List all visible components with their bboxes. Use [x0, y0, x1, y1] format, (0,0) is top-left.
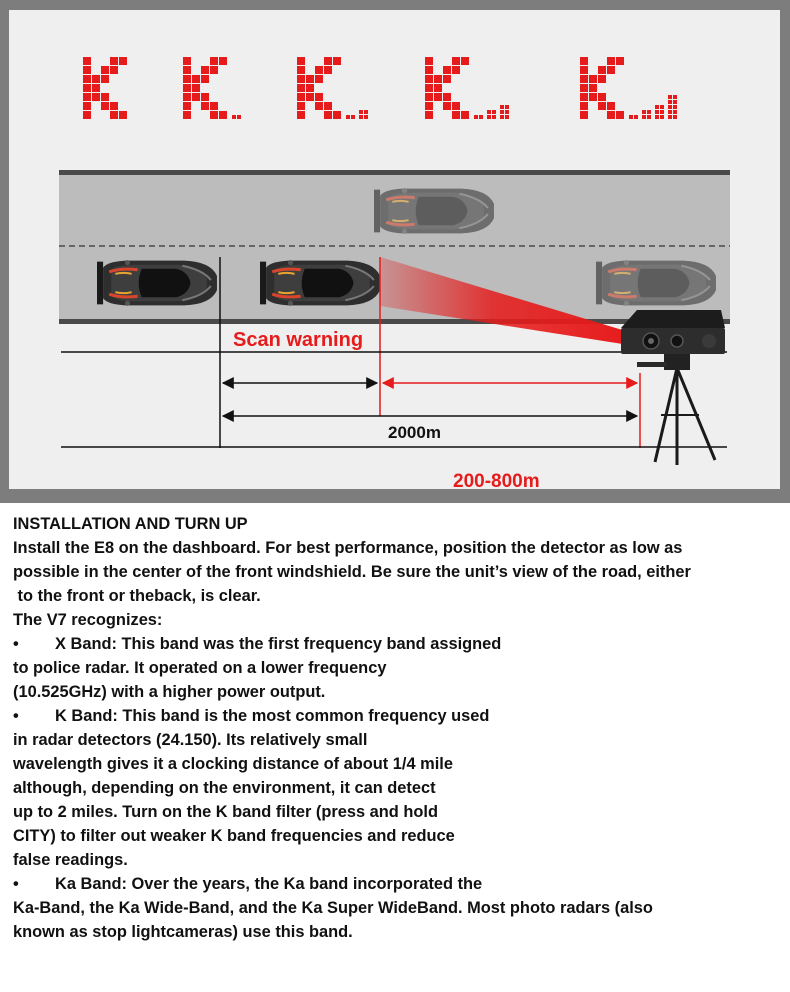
total-distance-label: 2000m [388, 423, 441, 442]
ka-band-line: known as stop lightcameras) use this band. [13, 923, 353, 941]
signal-bar [668, 95, 677, 119]
car-left [97, 260, 217, 306]
signal-meter-5 [580, 57, 677, 119]
recognizes-line: The V7 recognizes: [13, 611, 163, 629]
intro-line: Install the E8 on the dashboard. For best performance, position the detector as low as [13, 539, 683, 557]
k-band-line: in radar detectors (24.150). Its relatively small [13, 731, 368, 749]
signal-bar [500, 105, 509, 119]
intro-line: possible in the center of the front windshield. Be sure the unit’s view of the road, either [13, 563, 691, 581]
k-band-line: although, depending on the environment, it can detect [13, 779, 436, 797]
bullet: • [13, 875, 19, 893]
x-band-line: (10.525GHz) with a higher power output. [13, 683, 326, 701]
car-top-lane [374, 188, 494, 234]
bullet: • [13, 707, 19, 725]
range-distance-label: 200-800m [453, 471, 540, 489]
intro-line: to the front or theback, is clear. [13, 587, 261, 605]
car-right [596, 260, 716, 306]
signal-bar [487, 110, 496, 119]
x-band-item [13, 632, 783, 656]
signal-bar [359, 110, 368, 119]
signal-bar [232, 115, 241, 119]
section-heading: INSTALLATION AND TURN UP [13, 515, 248, 533]
car-middle [260, 260, 380, 306]
signal-bar [655, 105, 664, 119]
scan-warning-label: Scan warning [233, 329, 364, 351]
ka-band-item [13, 872, 783, 896]
k-band-item [13, 704, 783, 728]
radar-diagram [9, 10, 780, 489]
speed-camera-icon [621, 310, 725, 465]
signal-bar [629, 115, 638, 119]
signal-bar [474, 115, 483, 119]
diagram-panel [9, 10, 780, 489]
k-band-line: false readings. [13, 851, 128, 869]
k-band-line: CITY) to filter out weaker K band frequencies and reduce [13, 827, 455, 845]
k-band-line: up to 2 miles. Turn on the K band filter (press and hold [13, 803, 438, 821]
x-band-line: to police radar. It operated on a lower frequency [13, 659, 387, 677]
signal-strength-meters [83, 57, 677, 119]
signal-meter-1 [83, 57, 127, 119]
bullet: • [13, 635, 19, 653]
signal-meter-2 [183, 57, 241, 119]
ka-band-line: Ka-Band, the Ka Wide-Band, and the Ka Super WideBand. Most photo radars (also [13, 899, 653, 917]
signal-meter-4 [425, 57, 509, 119]
x-band-first-line: X Band: This band was the first frequency band assigned [55, 635, 502, 653]
road-top-edge [59, 170, 730, 175]
signal-bar [346, 115, 355, 119]
signal-meter-3 [297, 57, 368, 119]
signal-bar [642, 110, 651, 119]
k-band-line: wavelength gives it a clocking distance of about 1/4 mile [13, 755, 453, 773]
ka-band-first-line: Ka Band: Over the years, the Ka band incorporated the [55, 875, 483, 893]
k-band-first-line: K Band: This band is the most common frequency used [55, 707, 490, 725]
instructions-text [13, 512, 783, 944]
